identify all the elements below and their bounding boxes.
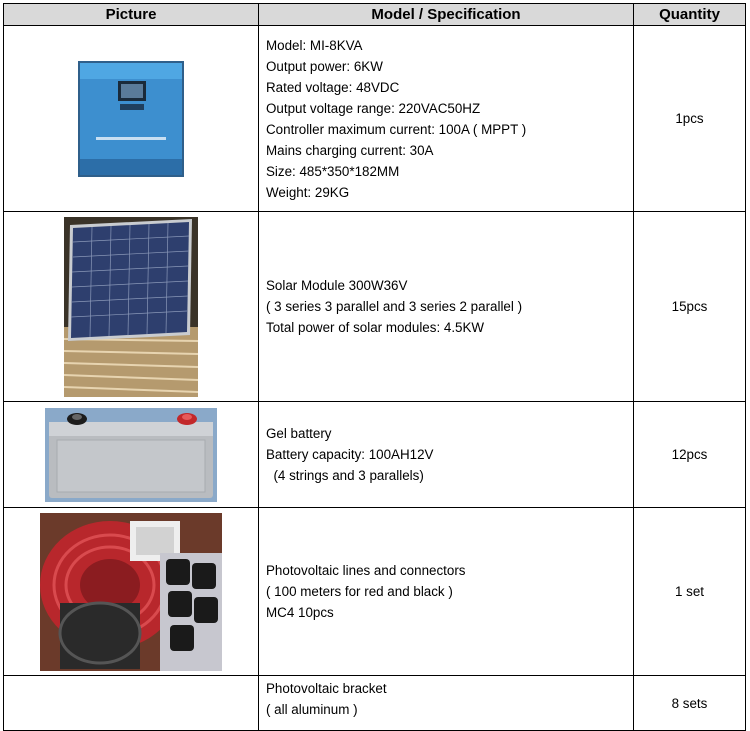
header-quantity: Quantity (634, 4, 746, 26)
quantity-cell: 15pcs (634, 212, 746, 402)
spec-cell (259, 26, 634, 212)
spec-cell (259, 676, 634, 731)
spec-line: Output power: 6KW (266, 58, 383, 74)
picture-cell (4, 26, 259, 212)
picture-cell (4, 402, 259, 508)
spec-line: Size: 485*350*182MM (266, 163, 400, 179)
solar-panel-image (64, 217, 198, 397)
quantity-cell: 1pcs (634, 26, 746, 212)
header-row (4, 4, 746, 26)
table-row (4, 212, 746, 402)
spec-line: Weight: 29KG (266, 184, 350, 200)
spec-line: ( 100 meters for red and black ) (266, 584, 453, 599)
spec-line: (4 strings and 3 parallels) (266, 468, 424, 483)
spec-cell (259, 402, 634, 508)
spec-line: Solar Module 300W36V (266, 278, 408, 293)
spec-line: Total power of solar modules: 4.5KW (266, 320, 485, 335)
spec-line: Mains charging current: 30A (266, 142, 434, 158)
spec-line: Output voltage range: 220VAC50HZ (266, 100, 481, 116)
table-row (4, 508, 746, 676)
spec-line: MC4 10pcs (266, 605, 334, 620)
battery-image (45, 408, 217, 502)
picture-cell (4, 676, 259, 731)
spec-line: Photovoltaic lines and connectors (266, 563, 466, 578)
table-row (4, 676, 746, 731)
spec-line: Photovoltaic bracket (266, 681, 387, 696)
spec-table (3, 3, 746, 731)
cables-connectors-image (40, 513, 222, 671)
spec-line: ( all aluminum ) (266, 702, 358, 717)
spec-line: Rated voltage: 48VDC (266, 79, 400, 95)
inverter-image (76, 59, 186, 179)
spec-line: ( 3 series 3 parallel and 3 series 2 parallel ) (266, 299, 523, 314)
spec-line: Battery capacity: 100AH12V (266, 447, 434, 462)
quantity-cell: 8 sets (634, 676, 746, 731)
picture-cell (4, 508, 259, 676)
spec-line: Controller maximum current: 100A ( MPPT ) (266, 121, 527, 137)
spec-cell (259, 212, 634, 402)
header-picture: Picture (4, 4, 259, 26)
table-row (4, 402, 746, 508)
quantity-cell: 1 set (634, 508, 746, 676)
table-row (4, 26, 746, 212)
quantity-cell: 12pcs (634, 402, 746, 508)
header-spec: Model / Specification (259, 4, 634, 26)
spec-cell (259, 508, 634, 676)
picture-cell (4, 212, 259, 402)
spec-line: Gel battery (266, 426, 332, 441)
spec-line: Model: MI-8KVA (266, 37, 363, 53)
